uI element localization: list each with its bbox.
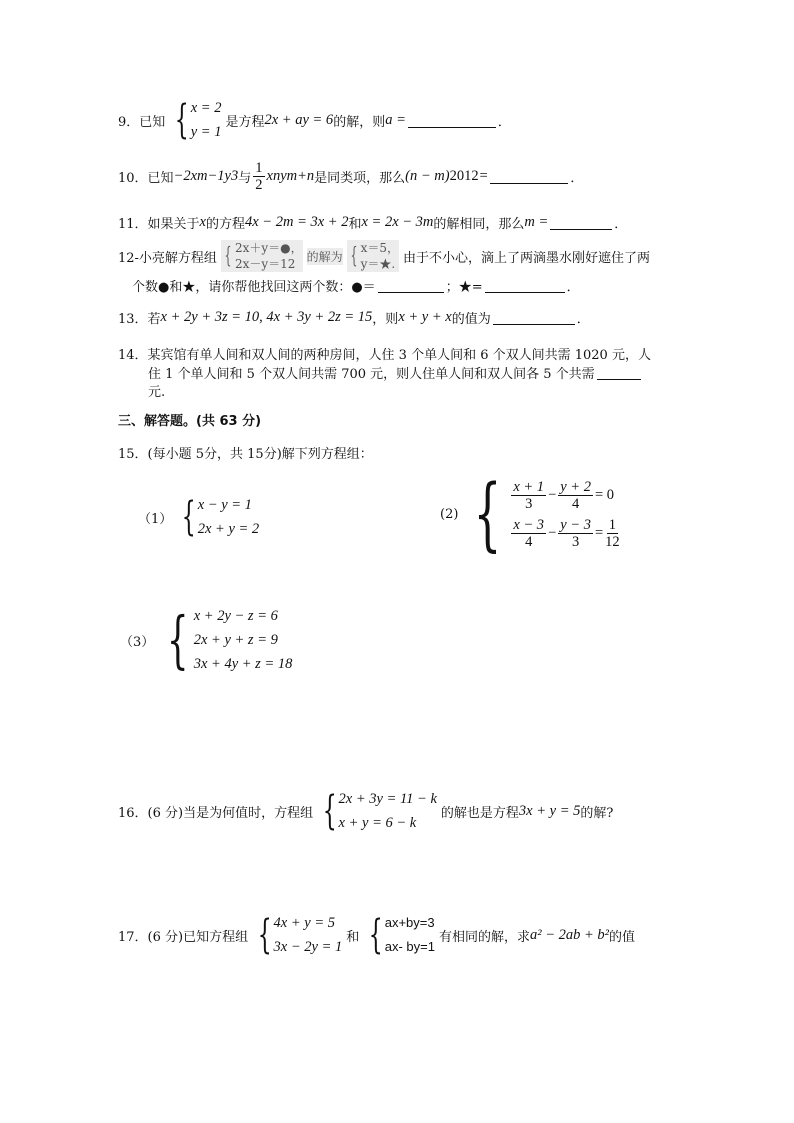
q12-eq1: 2x＋y＝●， (234, 241, 303, 255)
q14-line1: 14．某宾馆有单人间和双人间的两种房间，人住 3 个单人间和 6 个双人间共需 1020 元，人 (118, 348, 651, 363)
q17-tail: 的值 (608, 929, 635, 945)
q17-system-2 (363, 911, 435, 959)
q10-answer-blank[interactable] (490, 169, 568, 184)
q12-tail: 由于不小心，滴上了两滴墨水刚好遮住了两 (403, 250, 651, 266)
q15-part3 (120, 604, 296, 676)
q9-mid: 是方程 (225, 114, 265, 130)
q12-circle-blank[interactable] (378, 278, 444, 293)
brace-icon: { (167, 603, 189, 676)
q10-end: ． (570, 171, 584, 186)
q10-fraction (253, 160, 264, 193)
q15-p2-f4d: 3 (571, 533, 580, 550)
q17-expr: a² − 2ab + b² (529, 926, 609, 943)
question-16 (118, 787, 613, 835)
q15-p2-minus1: − (548, 486, 557, 503)
q12-eq2: 2x－y＝12 (234, 257, 296, 271)
q15-p3-eq3: 3x + 4y + z = 18 (193, 656, 293, 672)
q13-mid: ，则 (372, 312, 399, 327)
q15-p1-label: （1） (138, 511, 173, 527)
q15-p3-label: （3） (120, 634, 155, 650)
q11-and: 和 (348, 217, 362, 232)
q16-mid: 的解也是方程 (440, 805, 519, 821)
q16-equation: 3x + y = 5 (518, 802, 581, 819)
question-17 (118, 911, 635, 959)
q17-system-1 (252, 911, 342, 959)
q12-line2: 个数●和★，请你帮他找回这两个数：●＝ (132, 280, 376, 295)
q11-var: m = (524, 214, 549, 230)
q11-x: x (199, 214, 206, 230)
q15-p2-f2d: 4 (571, 495, 580, 512)
q13-expr: x + y + x (398, 309, 452, 325)
q10-frac-den: 2 (255, 177, 263, 193)
q15-p3-eq2: 2x + y + z = 9 (193, 632, 278, 648)
q12-mid: 的解为 (306, 249, 343, 264)
q10-exp1: m−1 (197, 168, 225, 184)
q16-head: 16．(6 分)当是为何值时，方程组 (118, 805, 314, 821)
q10-expr: (n − m) (405, 168, 450, 184)
brace-icon: { (368, 912, 383, 958)
q15-p2-f4n: y − 3 (560, 516, 591, 533)
q16-system (317, 787, 437, 835)
q17-eq4: ax- by=1 (384, 939, 435, 954)
q15-p1-system (176, 493, 259, 541)
q15-head: 15．(每小题 5分，共 15分)解下列方程组： (118, 447, 373, 462)
q15-p2-f2n: y + 2 (560, 478, 591, 495)
q9-answer-blank[interactable] (408, 113, 496, 128)
q15-p2-f1d: 3 (525, 495, 533, 512)
q12-system-b: { x＝5， y＝★. (347, 240, 399, 272)
q16-tail: 的解? (580, 805, 614, 821)
question-12 (118, 240, 650, 272)
q9-system (169, 96, 221, 144)
question-11 (118, 213, 627, 232)
q15-p2-f5n: 1 (608, 516, 617, 533)
q10-term2: y (224, 168, 231, 184)
q16-eq1: 2x + 3y = 11 − k (338, 791, 437, 807)
question-14-line1 (118, 344, 651, 363)
q15-p3-eq1: x + 2y − z = 6 (193, 608, 278, 624)
q12-number: 12-小亮解方程组 (118, 250, 217, 266)
q15-p2-f3n: x − 3 (513, 516, 545, 533)
q17-eq3: ax+by=3 (384, 915, 435, 930)
q13-number: 13．若 (118, 312, 161, 327)
q15-p2-f3d: 4 (525, 533, 533, 550)
q10-frac-num: 1 (255, 160, 263, 176)
q15-p2-r1: = 0 (594, 486, 615, 503)
brace-icon: { (322, 788, 337, 834)
q13-equations: x + 2y + 3z = 10, 4x + 3y + 2z = 15 (160, 309, 373, 325)
question-13 (118, 308, 590, 327)
q17-eq1: 4x + y = 5 (273, 915, 335, 931)
q14-line3: 元. (148, 385, 166, 400)
q15-p2-label: (2) (440, 506, 459, 522)
q10-term1: −2x (173, 168, 198, 184)
question-10 (118, 160, 583, 193)
q10-equals: = (478, 168, 489, 184)
q16-eq2: x + y = 6 − k (338, 815, 417, 831)
brace-icon: { (175, 97, 190, 143)
q11-answer-blank[interactable] (550, 215, 612, 230)
q9-tail: 的解，则 (333, 114, 386, 130)
q12-system-a: { 2x＋y＝●， 2x－y＝12 (221, 240, 303, 272)
q10-exp4: m+n (286, 168, 315, 184)
q12-star-blank[interactable] (485, 278, 565, 293)
q14-answer-blank[interactable] (597, 365, 641, 380)
q11-number: 11．如果关于 (118, 217, 200, 232)
question-14-line3 (148, 381, 165, 400)
q17-mid: 有相同的解，求 (438, 929, 530, 945)
brace-icon: { (473, 467, 502, 560)
question-9 (118, 96, 511, 144)
q9-equation: 2x + ay = 6 (264, 111, 334, 128)
q12-sol1: x＝5， (360, 241, 400, 255)
q15-part2 (440, 467, 626, 560)
brace-icon: { (182, 494, 197, 540)
q12-sol2: y＝★. (360, 257, 396, 271)
question-12-line2 (132, 276, 580, 295)
q9-number: 9．已知 (118, 114, 166, 130)
section-3-title: 三、解答题。(共 63 分) (118, 414, 262, 429)
q10-term4: y (280, 168, 287, 184)
q11-eq2: x = 2x − 3m (361, 214, 434, 230)
q15-p2-system (462, 467, 621, 560)
q15-p2-f1n: x + 1 (513, 478, 545, 495)
q9-var: a = (385, 111, 406, 128)
q17-and: 和 (346, 929, 360, 945)
brace-icon: { (257, 912, 272, 958)
q11-mid2: 的解相同，那么 (433, 217, 525, 232)
q10-exp2: 3 (230, 168, 239, 184)
q17-head: 17．(6 分)已知方程组 (118, 929, 249, 945)
q10-term3: x (266, 168, 273, 184)
q15-p2-minus2: − (548, 524, 557, 541)
q14-line2: 住 1 个单人间和 5 个双人间共需 700 元，则人住单人间和双人间各 5 个共需 (148, 367, 595, 382)
q15-p1-eq2: 2x + y = 2 (197, 521, 260, 537)
question-15-head (118, 443, 373, 462)
q15-p1-eq1: x − y = 1 (197, 497, 252, 513)
q12-sep: ；★= (445, 280, 483, 295)
q9-eq1: x = 2 (190, 100, 222, 116)
q11-end: ． (614, 217, 628, 232)
q11-eq1: 4x − 2m = 3x + 2 (245, 214, 349, 230)
q9-end: ． (497, 114, 511, 130)
q15-part1 (138, 493, 263, 541)
q15-p2-r2: = (594, 524, 604, 541)
question-14-line2 (148, 363, 643, 382)
q15-p2-f5d: 12 (605, 533, 620, 550)
q10-number: 10．已知 (118, 171, 174, 186)
q10-with: 与 (238, 171, 252, 186)
q17-eq2: 3x − 2y = 1 (273, 939, 343, 955)
q9-eq2: y = 1 (190, 124, 222, 140)
q10-exp5: 2012 (449, 168, 479, 184)
q10-exp3: n (272, 168, 281, 184)
q13-end: ． (576, 312, 590, 327)
q12-end: ． (566, 280, 580, 295)
q10-mid: 是同类项，那么 (314, 171, 406, 186)
q15-p3-system (158, 604, 292, 676)
q11-mid: 的方程 (205, 217, 245, 232)
q13-answer-blank[interactable] (493, 310, 575, 325)
q13-tail: 的值为 (451, 312, 491, 327)
